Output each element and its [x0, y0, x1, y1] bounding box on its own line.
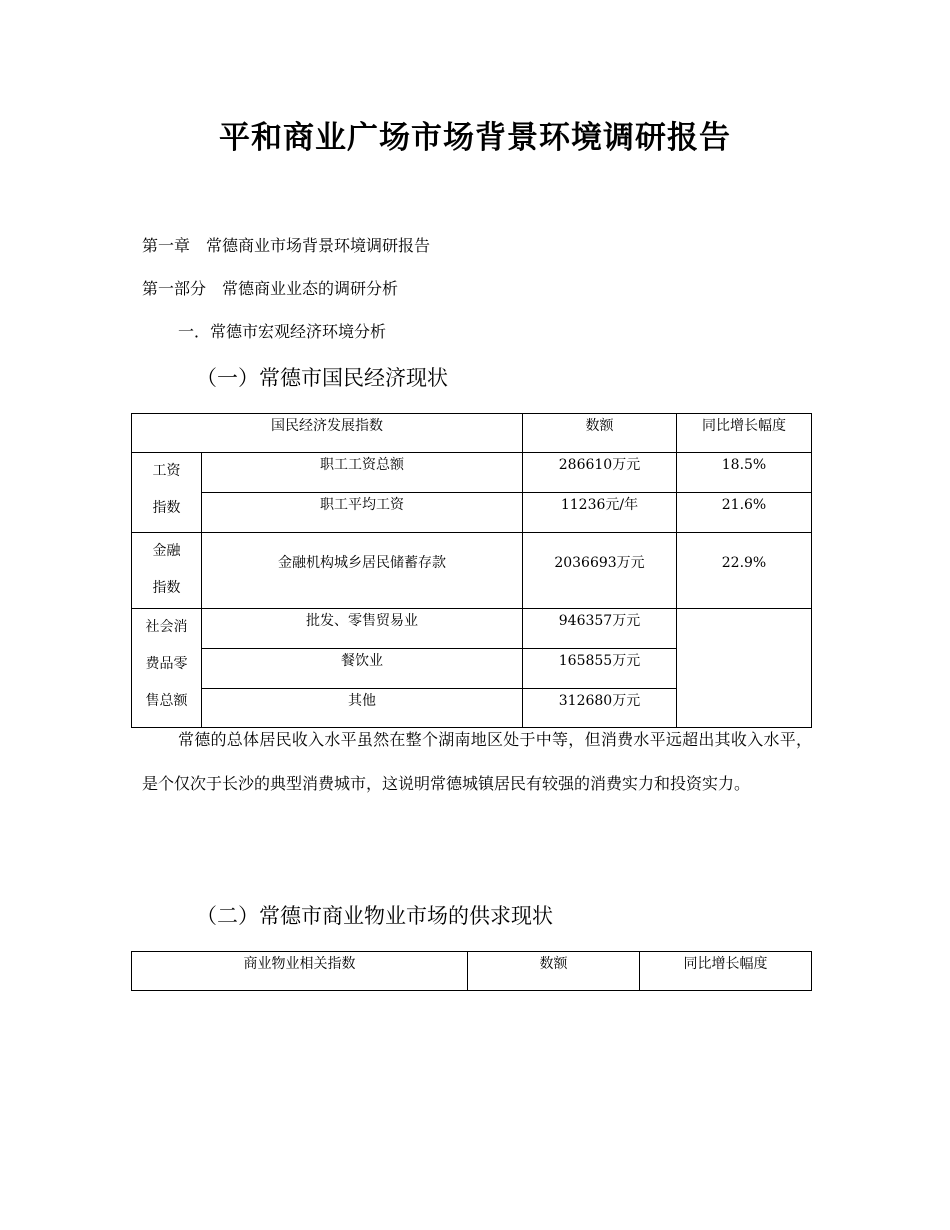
- document-title: 平和商业广场市场背景环境调研报告: [219, 120, 731, 156]
- economy-table: [131, 413, 812, 728]
- table-cell-item: 其他: [202, 689, 523, 728]
- header-index: 国民经济发展指数: [132, 414, 523, 453]
- header-growth: 同比增长幅度: [640, 952, 812, 991]
- section-heading: 一．常德市宏观经济环境分析: [178, 322, 387, 341]
- property-table: [131, 951, 812, 991]
- table-cell-growth: 18.5%: [677, 453, 812, 493]
- table-cell-item: 职工平均工资: [202, 493, 523, 533]
- header-growth: 同比增长幅度: [677, 414, 812, 453]
- table-header-row: [132, 952, 812, 991]
- table-cell-item: 批发、零售贸易业: [202, 609, 523, 649]
- table-row: [132, 453, 812, 493]
- table-row: [132, 609, 812, 649]
- table-cell-growth: 22.9%: [677, 533, 812, 609]
- category-retail: 社会消 费品零 售总额: [132, 609, 202, 728]
- table-row: [132, 533, 812, 609]
- table-cell-amount: 2036693万元: [523, 533, 677, 609]
- chapter-heading: 第一章 常德商业市场背景环境调研报告: [142, 236, 431, 255]
- part-heading: 第一部分 常德商业业态的调研分析: [142, 279, 399, 298]
- table-cell-item: 餐饮业: [202, 649, 523, 689]
- category-wage: 工资 指数: [132, 453, 202, 533]
- table-cell-item: 金融机构城乡居民储蓄存款: [202, 533, 523, 609]
- table-cell-amount: 11236元/年: [523, 493, 677, 533]
- subsection-heading-1: （一）常德市国民经济现状: [196, 366, 448, 390]
- body-paragraph: 常德的总体居民收入水平虽然在整个湖南地区处于中等，但消费水平远超出其收入水平，是个仅次于长沙的典型消费城市，这说明常德城镇居民有较强的消费实力和投资实力。: [142, 730, 812, 793]
- table-row: [132, 493, 812, 533]
- table-cell-amount: 946357万元: [523, 609, 677, 649]
- header-index: 商业物业相关指数: [132, 952, 468, 991]
- table-cell-growth-empty: [677, 609, 812, 728]
- table-cell-amount: 165855万元: [523, 649, 677, 689]
- subsection-heading-2: （二）常德市商业物业市场的供求现状: [196, 904, 553, 928]
- header-amount: 数额: [523, 414, 677, 453]
- table-cell-amount: 312680万元: [523, 689, 677, 728]
- table-cell-item: 职工工资总额: [202, 453, 523, 493]
- header-amount: 数额: [468, 952, 640, 991]
- category-finance: 金融 指数: [132, 533, 202, 609]
- table-cell-growth: 21.6%: [677, 493, 812, 533]
- table-header-row: [132, 414, 812, 453]
- table-cell-amount: 286610万元: [523, 453, 677, 493]
